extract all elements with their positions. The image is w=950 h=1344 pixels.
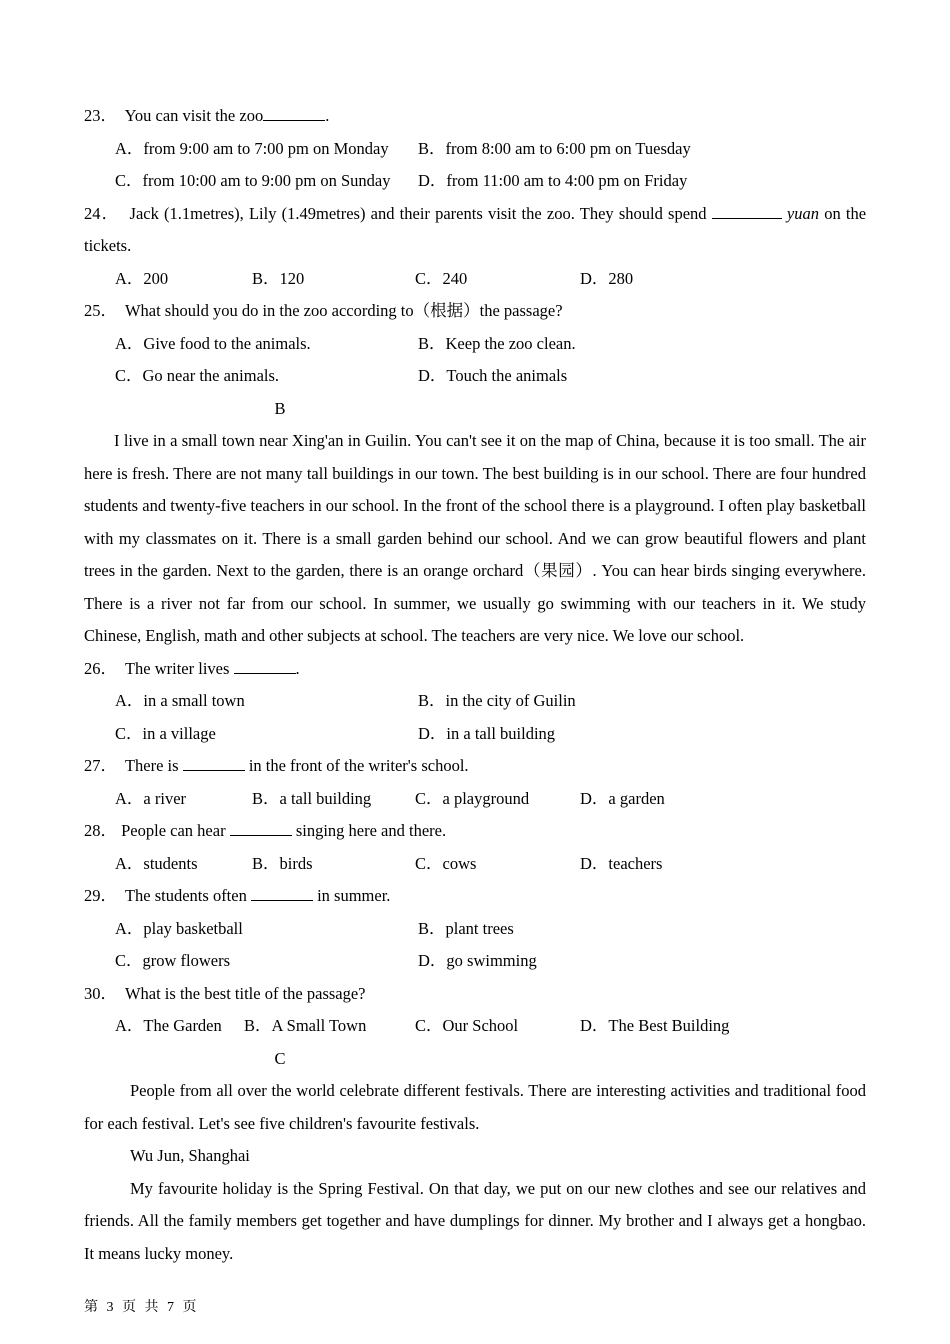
option-26-d[interactable] — [418, 718, 555, 751]
question-26-options — [84, 685, 866, 718]
question-25-options-row2 — [84, 360, 866, 393]
page-footer: 第 3 页 共 7 页 — [84, 1300, 199, 1315]
option-25-c[interactable] — [115, 360, 279, 393]
option-marker: A． — [115, 788, 144, 808]
option-text: in the city of Guilin — [445, 691, 576, 710]
option-marker: D． — [418, 366, 447, 385]
question-27-number: 27． — [84, 756, 117, 775]
passage-c-entry-text: My favourite holiday is the Spring Festival. On that day, we put on our new clothes and see our relatives and friends. All the family members get together and have dumplings for dinner. My brother and I always get a hongbao. It means lucky money. — [84, 1178, 866, 1263]
question-29-stem-text: The students often — [124, 886, 247, 905]
option-marker: B． — [418, 918, 446, 938]
question-25-options — [84, 328, 866, 361]
option-marker: D． — [580, 788, 609, 808]
question-30-options — [84, 1010, 866, 1043]
option-text: a tall building — [279, 788, 372, 808]
question-26-stem-tail: . — [295, 658, 300, 678]
question-28-stem-text: People can hear — [121, 821, 226, 840]
option-marker: C． — [115, 951, 143, 970]
passage-b-body: I live in a small town near Xing'an in Guilin. You can't see it on the map of China, because it is too small. The air here is fresh. There are not many tall buildings in our town. The best building is in our school. There are four hundred students and twenty-five teachers in our school. In the front of the school there is a playground. I often play basketball with my classmates on it. There is a small garden behind our school. And we can grow beautiful flowers and plant trees in the garden. Next to the garden, there is an orange orchard（果园）. You can hear birds singing everywhere. There is a river not far from our school. In summer, we usually go swimming with our teachers in it. We study Chinese, English, math and other subjects at school. The teachers are very nice. We love our school. — [84, 431, 866, 645]
option-text: 280 — [608, 268, 634, 288]
question-23-options-row2 — [84, 165, 866, 198]
question-26-options-row2 — [84, 718, 866, 751]
question-23-stem-text: You can visit the zoo — [124, 106, 264, 125]
option-text: 200 — [143, 268, 169, 288]
option-text: Touch the animals — [446, 366, 568, 385]
question-23-stem-tail: . — [325, 106, 330, 125]
option-text: students — [143, 853, 198, 873]
option-24-d[interactable] — [580, 263, 633, 296]
page-content — [84, 100, 866, 1270]
question-25-stem-text: What should you do in the zoo according to（根据）the passage? — [124, 301, 563, 320]
option-25-b[interactable] — [418, 328, 576, 361]
option-text: in a village — [142, 723, 216, 743]
question-26-number: 26． — [84, 658, 117, 678]
option-marker: D． — [580, 1016, 609, 1035]
option-23-a[interactable] — [115, 133, 389, 166]
option-marker: C． — [115, 366, 143, 385]
option-27-c[interactable] — [415, 783, 529, 816]
question-29-number: 29． — [84, 886, 117, 905]
option-27-a[interactable] — [115, 783, 186, 816]
option-23-b[interactable] — [418, 133, 691, 166]
option-text: Keep the zoo clean. — [445, 333, 576, 353]
option-24-c[interactable] — [415, 263, 467, 296]
option-27-d[interactable] — [580, 783, 665, 816]
option-text: a river — [143, 788, 187, 808]
option-25-a[interactable] — [115, 328, 311, 361]
option-marker: C． — [415, 788, 443, 808]
option-text: teachers — [608, 853, 663, 873]
option-text: A Small Town — [271, 1016, 367, 1035]
answer-blank — [712, 205, 782, 219]
option-23-d[interactable] — [418, 165, 687, 198]
option-marker: A． — [115, 691, 144, 710]
option-24-a[interactable] — [115, 263, 168, 296]
option-marker: B． — [418, 691, 446, 710]
option-28-b[interactable] — [252, 848, 313, 881]
question-25-stem — [84, 295, 866, 328]
answer-blank — [230, 822, 292, 836]
answer-blank — [251, 887, 313, 901]
option-marker: B． — [244, 1016, 272, 1035]
question-29-stem-tail: in summer. — [317, 886, 391, 905]
question-27-stem-text: There is — [124, 756, 179, 775]
option-text: a garden — [608, 788, 665, 808]
option-marker: B． — [418, 333, 446, 353]
passage-b-letter: B — [274, 398, 286, 418]
question-29-options-row2 — [84, 945, 866, 978]
question-23-options — [84, 133, 866, 166]
option-26-b[interactable] — [418, 685, 576, 718]
option-text: go swimming — [446, 951, 537, 970]
passage-c-intro: People from all over the world celebrate different festivals. There are interesting activities and traditional food for each festival. Let's see five children's favourite festivals. — [84, 1081, 866, 1133]
option-text: Give food to the animals. — [143, 333, 311, 353]
option-30-a[interactable] — [115, 1010, 222, 1043]
question-24-italic-word: yuan — [786, 203, 819, 223]
question-23-number: 23． — [84, 106, 117, 125]
option-23-c[interactable] — [115, 165, 390, 198]
question-25-number: 25． — [84, 301, 117, 320]
option-29-b[interactable] — [418, 913, 514, 946]
option-marker: B． — [252, 788, 280, 808]
question-28-number: 28． — [84, 821, 117, 840]
option-text: The Garden — [143, 1016, 222, 1035]
answer-blank — [263, 107, 325, 121]
option-marker: B． — [252, 268, 280, 288]
option-30-b[interactable] — [244, 1010, 366, 1043]
option-text: in a tall building — [446, 723, 556, 743]
option-text: grow flowers — [142, 951, 231, 970]
option-25-d[interactable] — [418, 360, 567, 393]
option-27-b[interactable] — [252, 783, 371, 816]
question-28-stem-tail: singing here and there. — [295, 821, 447, 840]
option-marker: D． — [580, 268, 609, 288]
question-23-stem — [84, 100, 866, 133]
option-marker: D． — [580, 853, 609, 873]
option-text: play basketball — [143, 918, 243, 938]
option-text: from 10:00 am to 9:00 pm on Sunday — [142, 171, 391, 190]
option-marker: B． — [418, 138, 446, 158]
option-marker: B． — [252, 853, 280, 873]
option-marker: C． — [115, 723, 143, 743]
option-marker: D． — [418, 171, 447, 190]
question-24-stem — [84, 198, 866, 263]
question-27-options — [84, 783, 866, 816]
option-text: birds — [279, 853, 313, 873]
question-30-stem-text: What is the best title of the passage? — [124, 983, 366, 1003]
option-marker: A． — [115, 138, 144, 158]
answer-blank — [234, 660, 296, 674]
option-text: in a small town — [143, 691, 245, 710]
option-marker: D． — [418, 723, 447, 743]
option-26-a[interactable] — [115, 685, 245, 718]
question-24-stem-tail: on the tickets. — [84, 203, 867, 255]
option-text: from 9:00 am to 7:00 pm on Monday — [143, 138, 389, 158]
option-text: 240 — [442, 268, 468, 288]
option-28-c[interactable] — [415, 848, 476, 881]
option-30-c[interactable] — [415, 1010, 518, 1043]
option-26-c[interactable] — [115, 718, 216, 751]
option-29-a[interactable] — [115, 913, 243, 946]
option-marker: A． — [115, 1016, 144, 1035]
question-24-number: 24． — [84, 203, 120, 223]
question-30-stem — [84, 978, 866, 1011]
option-marker: A． — [115, 853, 144, 873]
option-marker: C． — [415, 853, 443, 873]
option-marker: C． — [115, 171, 143, 190]
passage-c-letter: C — [274, 1048, 286, 1068]
option-28-a[interactable] — [115, 848, 198, 881]
question-28-stem — [84, 815, 866, 848]
option-29-c[interactable] — [115, 945, 230, 978]
question-30-number: 30． — [84, 983, 117, 1003]
question-24-stem-text: Jack (1.1metres), Lily (1.49metres) and their parents visit the zoo. They should spend — [129, 203, 707, 223]
question-28-options — [84, 848, 866, 881]
question-26-stem — [84, 653, 866, 686]
option-marker: A． — [115, 268, 144, 288]
option-marker: C． — [415, 1016, 443, 1035]
option-29-d[interactable] — [418, 945, 537, 978]
option-28-d[interactable] — [580, 848, 662, 881]
option-marker: A． — [115, 918, 144, 938]
option-text: from 8:00 am to 6:00 pm on Tuesday — [445, 138, 691, 158]
passage-c-entry-name: Wu Jun, Shanghai — [130, 1146, 250, 1165]
question-26-stem-text: The writer lives — [124, 658, 230, 678]
option-marker: A． — [115, 333, 144, 353]
option-text: plant trees — [445, 918, 514, 938]
option-text: from 11:00 am to 4:00 pm on Friday — [446, 171, 688, 190]
answer-blank — [183, 757, 245, 771]
question-29-options — [84, 913, 866, 946]
question-29-stem — [84, 880, 866, 913]
option-text: Our School — [442, 1016, 519, 1035]
option-30-d[interactable] — [580, 1010, 729, 1043]
option-marker: D． — [418, 951, 447, 970]
question-27-stem — [84, 750, 866, 783]
option-24-b[interactable] — [252, 263, 304, 296]
option-text: The Best Building — [608, 1016, 730, 1035]
option-text: 120 — [279, 268, 305, 288]
option-marker: C． — [415, 268, 443, 288]
question-24-options — [84, 263, 866, 296]
option-text: cows — [442, 853, 477, 873]
option-text: a playground — [442, 788, 530, 808]
question-27-stem-tail: in the front of the writer's school. — [248, 756, 469, 775]
option-text: Go near the animals. — [142, 366, 280, 385]
